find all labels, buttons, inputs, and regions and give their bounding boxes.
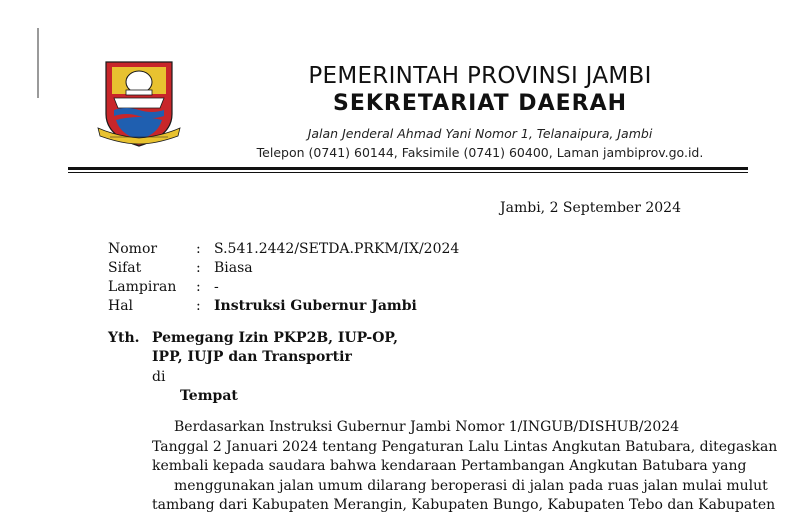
- meta-colon: :: [196, 241, 201, 257]
- meta-label: Nomor: [108, 241, 158, 257]
- recipient-place: Tempat: [180, 388, 238, 404]
- letterhead-rule-thin: [68, 172, 748, 173]
- meta-colon: :: [196, 279, 201, 295]
- meta-value-sifat: Biasa: [214, 260, 253, 276]
- recipient-line: IPP, IUJP dan Transportir: [152, 349, 352, 365]
- meta-row-nomor: [108, 240, 459, 259]
- letter-date: Jambi, 2 September 2024: [500, 200, 681, 216]
- meta-colon: :: [196, 298, 201, 314]
- letterhead-rule-thick: [68, 167, 748, 170]
- letterhead-address: Jalan Jenderal Ahmad Yani Nomor 1, Telanaipura, Jambi: [307, 126, 653, 141]
- letterhead-government: PEMERINTAH PROVINSI JAMBI: [308, 63, 652, 89]
- body-line: tambang dari Kabupaten Merangin, Kabupaten Bungo, Kabupaten Tebo dan Kabupaten: [152, 497, 776, 513]
- body-line: menggunakan jalan umum dilarang beroperasi di jalan pada ruas jalan mulai mulut: [174, 477, 768, 494]
- body-line: Berdasarkan Instruksi Gubernur Jambi Nomor 1/INGUB/DISHUB/2024: [174, 419, 680, 435]
- body-line: kembali kepada saudara bahwa kendaraan Pertambangan Angkutan Batubara yang: [152, 458, 747, 474]
- meta-value-nomor: S.541.2442/SETDA.PRKM/IX/2024: [214, 241, 460, 257]
- meta-label: Lampiran: [108, 279, 177, 295]
- letterhead-contact: Telepon (0741) 60144, Faksimile (0741) 60400, Laman jambiprov.go.id.: [256, 145, 704, 160]
- meta-row-hal: [108, 297, 459, 316]
- recipient-salutation: Yth.: [108, 330, 140, 346]
- letter-meta: [108, 240, 459, 316]
- meta-row-lampiran: [108, 278, 459, 297]
- meta-value-hal: Instruksi Gubernur Jambi: [214, 298, 417, 314]
- meta-colon: :: [196, 260, 201, 276]
- meta-row-sifat: [108, 259, 459, 278]
- scan-edge-mark: [37, 28, 39, 98]
- meta-label: Sifat: [108, 260, 142, 276]
- jambi-province-emblem-icon: [96, 54, 182, 154]
- letterhead: [200, 62, 760, 162]
- letter-body: [152, 418, 778, 516]
- meta-value-lampiran: -: [214, 279, 219, 295]
- recipient-line: Pemegang Izin PKP2B, IUP-OP,: [152, 330, 399, 346]
- recipient-di: di: [152, 369, 166, 385]
- body-line: Tanggal 2 Januari 2024 tentang Pengaturan Lalu Lintas Angkutan Batubara, ditegaskan: [152, 438, 778, 455]
- meta-label: Hal: [108, 298, 134, 314]
- letterhead-office: SEKRETARIAT DAERAH: [332, 91, 628, 116]
